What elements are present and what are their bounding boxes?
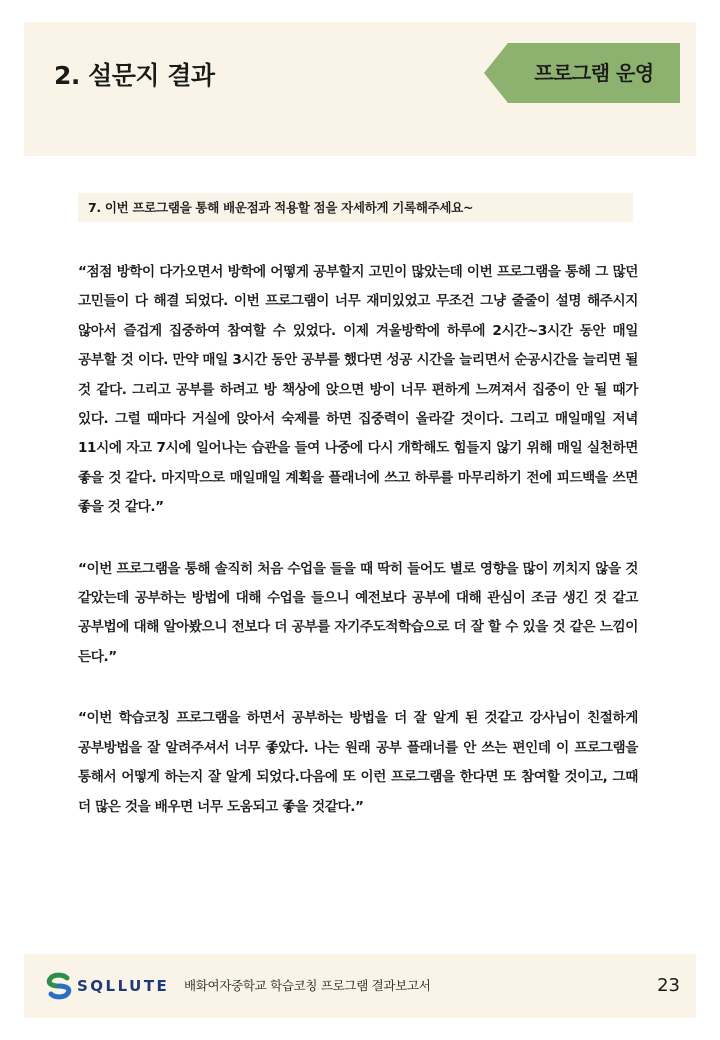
answer-list [78, 258, 638, 854]
section-tag [484, 43, 680, 103]
page-number: 23 [657, 975, 680, 996]
page-footer [24, 954, 696, 1018]
answer-paragraph-1: “점점 방학이 다가오면서 방학에 어떻게 공부할지 고민이 많았는데 이번 프로그램을 통해 그 많던 고민들이 다 해결 되었다. 이번 프로그램이 너무 재미있었고 무조건 그냥 줄줄이 설명 해주시지 않아서 즐겁게 집중하여 참여할 수 있었다. 이제 겨울방학에 하루에 2시간~3시간 동안 매일 공부할 것 이다. 만약 매일 3시간 동안 공부를 했다면 성공 시간을 늘리면서 순공시간을 늘리면 될 것 같다. 그리고 공부를 하려고 방 책상에 앉으면 방이 너무 편하게 느껴져서 집중이 안 될 때가 있다. 그럴 때마다 거실에 앉아서 숙제를 하면 집중력이 올라갈 것이다. 그리고 매일매일 저녁 11시에 자고 7시에 일어나는 습관을 들여 나중에 다시 개학해도 힘들지 않기 위해 매일 실천하면 좋을 것 같다. 마지막으로 매일매일 계획을 플래너에 쓰고 하루를 마무리하기 전에 피드백을 쓰면 좋을 것 같다.” [78, 264, 638, 516]
sollute-logo-text: SQLLUTE [77, 977, 170, 995]
answer-paragraph-3: “이번 학습코칭 프로그램을 하면서 공부하는 방법을 더 잘 알게 된 것같고 강사님이 친절하게 공부방법을 잘 알려주셔서 너무 좋았다. 나는 원래 공부 플래너를 안 쓰는 편인데 이 프로그램을 통해서 어떻게 하는지 잘 알게 되었다.다음에 또 이런 프로그램을 한다면 또 참여할 것이고, 그때 더 많은 것을 배우면 너무 도움되고 좋을 것같다.” [78, 710, 638, 815]
report-title: 배화여자중학교 학습코칭 프로그램 결과보고서 [184, 978, 431, 993]
section-tag-label: 프로그램 운영 [534, 61, 654, 85]
question-text: 7. 이번 프로그램을 통해 배운점과 적용할 점을 자세하게 기록해주세요~ [88, 200, 474, 215]
question-box [78, 193, 633, 222]
section-title: 2. 설문지 결과 [54, 61, 215, 90]
sollute-logo-icon [45, 972, 73, 1000]
answer-paragraph-2: “이번 프로그램을 통해 솔직히 처음 수업을 들을 때 딱히 들어도 별로 영향을 많이 끼치지 않을 것 같았는데 공부하는 방법에 대해 수업을 들으니 예전보다 공부에 대해 관심이 조금 생긴 것 같고 공부법에 대해 알아봤으니 전보다 더 공부를 자기주도적학습으로 더 잘 할 수 있을 것 같은 느낌이 든다.” [78, 560, 638, 665]
